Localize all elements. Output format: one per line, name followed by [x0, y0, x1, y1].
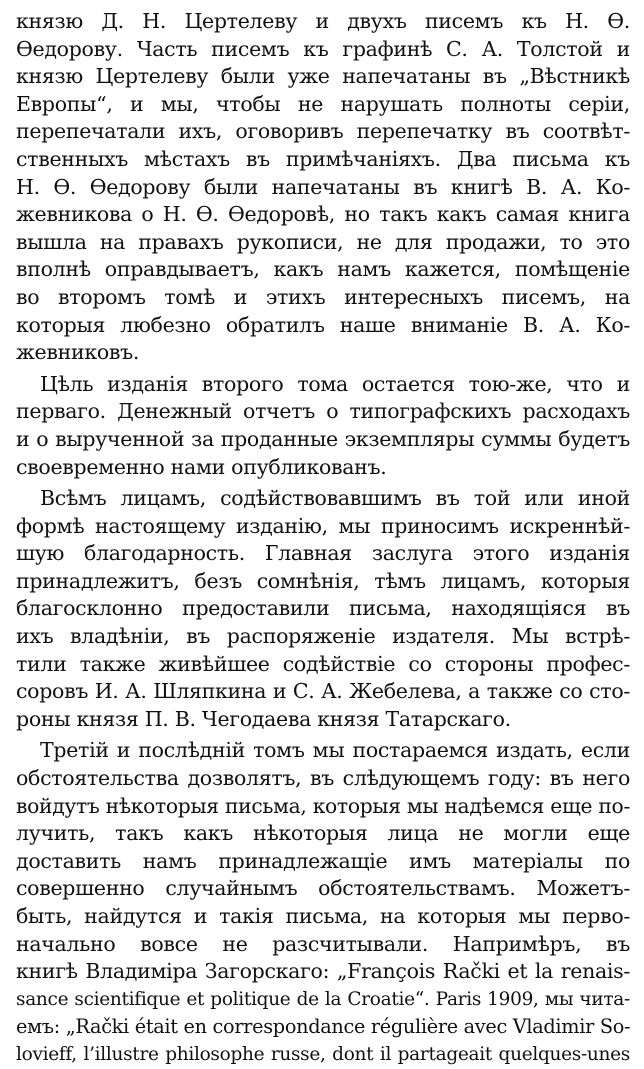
- text-line: Европы“, и мы, чтобы не нарушать полноты серіи,: [16, 91, 630, 116]
- text-line: Третій и послѣдній томъ мы постараемся издать, если: [40, 738, 630, 763]
- text-line: вполнѣ оправдываетъ, какъ намъ кажется, помѣщеніе: [16, 257, 630, 282]
- document-page: [16, 8, 630, 1065]
- text-line: sance scientifique et politique de la Croatie“. Paris 1909, мы чита-: [16, 988, 630, 1010]
- text-line: войдутъ нѣкоторыя письма, которыя мы надѣемся еще по-: [16, 793, 630, 818]
- text-line: обстоятельства дозволятъ, въ слѣдующемъ году: въ него: [16, 766, 630, 791]
- text-line: которыя любезно обратилъ наше вниманіе В. А. Ко-: [16, 312, 630, 337]
- text-line: во второмъ томѣ и этихъ интересныхъ писемъ, на: [16, 284, 630, 309]
- text-line: Н. Ѳ. Ѳедорову были напечатаны въ книгѣ В. А. Ко-: [16, 174, 630, 199]
- text-line: ственныхъ мѣстахъ въ примѣчаніяхъ. Два письма къ: [16, 146, 630, 171]
- text-line: тили также живѣйшее содѣйствіе со стороны профес-: [16, 651, 630, 676]
- text-line: книгѣ Владиміра Загорскаго: „François Rački et la renais-: [16, 959, 630, 984]
- text-line: начально вовсе не разсчитывали. Напримѣръ, въ: [16, 931, 630, 956]
- text-line: жевникова о Н. Ѳ. Ѳедоровѣ, но такъ какъ самая книга: [16, 202, 630, 227]
- text-line: Цѣль изданія второго тома остается тою-же, что и: [40, 371, 630, 396]
- text-line: формѣ настоящему изданію, мы приносимъ искреннѣй-: [16, 513, 630, 538]
- text-line: князю Д. Н. Цертелеву и двухъ писемъ къ Н. Ѳ.: [16, 9, 630, 33]
- text-line: Ѳедорову. Часть писемъ къ графинѣ С. А. Толстой и: [16, 36, 630, 61]
- text-line: вышла на правахъ рукописи, не для продажи, то это: [16, 229, 630, 254]
- text-line: соровъ И. А. Шляпкина и С. А. Жебелева, а также со сто-: [16, 679, 630, 704]
- text-line: совершенно случайнымъ обстоятельствамъ. Можетъ-: [16, 876, 630, 901]
- text-line: и о вырученной за проданные экземпляры суммы будетъ: [16, 426, 630, 451]
- text-line: благосклонно предоставили письма, находящіяся въ: [16, 596, 630, 621]
- text-line: емъ: „Rački était en correspondance régulière avec Vladimir So-: [16, 1015, 630, 1039]
- text-line: lovieff, l’illustre philosophe russe, dont il partageait quelques-unes: [16, 1043, 630, 1065]
- text-line: роны князя П. В. Чегодаева князя Татарскаго.: [16, 706, 511, 731]
- paragraph-2: [16, 371, 630, 481]
- text-line: лучить, такъ какъ нѣкоторыя лица не могли еще: [16, 821, 630, 846]
- text-line: быть, найдутся и такія письма, на которыя мы перво-: [16, 904, 630, 928]
- text-line: ихъ владѣніи, въ распоряженіе издателя. Мы встрѣ-: [16, 624, 630, 649]
- text-line: князю Цертелеву были уже напечатаны въ „Вѣстникѣ: [16, 64, 630, 89]
- text-line: доставить намъ принадлежащіе имъ матеріалы по: [16, 848, 630, 873]
- text-line: шую благодарность. Главная заслуга этого изданія: [16, 541, 630, 566]
- paragraph-3: [16, 485, 630, 733]
- text-line: перепечатали ихъ, оговоривъ перепечатку въ соотвѣт-: [16, 119, 630, 144]
- text-line: принадлежитъ, безъ сомнѣнія, тѣмъ лицамъ, которыя: [16, 568, 630, 593]
- paragraph-4: [16, 737, 630, 1068]
- paragraph-1: [16, 8, 630, 367]
- text-line: перваго. Денежный отчетъ о типографскихъ расходахъ: [16, 399, 630, 424]
- text-line: жевниковъ.: [16, 340, 140, 365]
- text-line: своевременно нами опубликованъ.: [16, 454, 387, 479]
- text-line: Всѣмъ лицамъ, содѣйствовавшимъ въ той или иной: [40, 486, 630, 511]
